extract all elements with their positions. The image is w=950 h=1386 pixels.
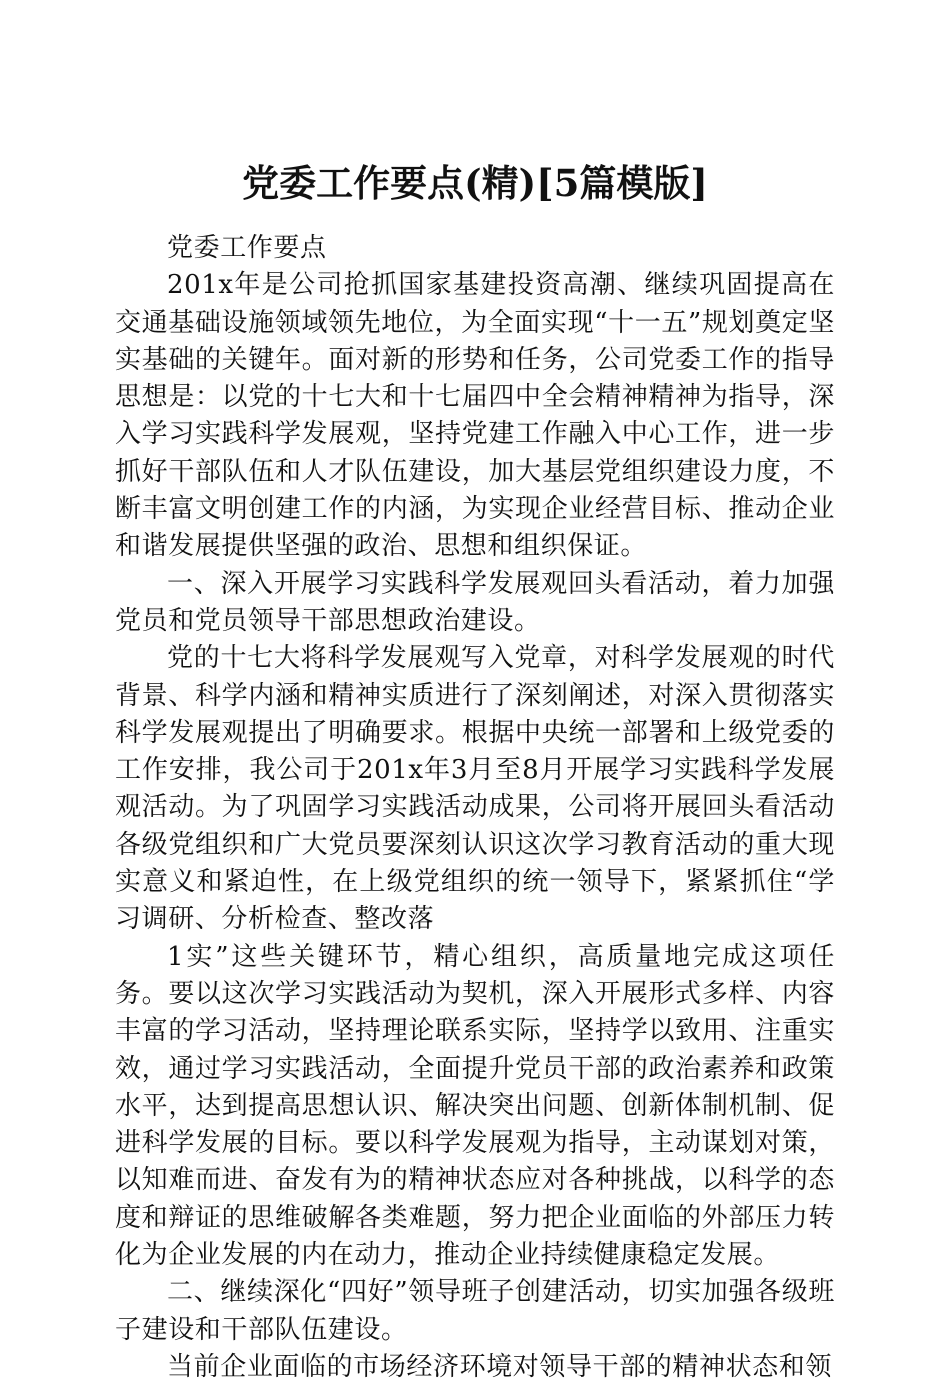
section-heading-1: 一、深入开展学习实践科学发展观回头看活动，着力加强党员和党员领导干部思想政治建设。 [115, 568, 835, 636]
paragraph-subtitle: 党委工作要点 [167, 233, 327, 263]
paragraph-intro: 201x年是公司抢抓国家基建投资高潮、继续巩固提高在交通基础设施领域领先地位，为全面实现“十一五”规划奠定坚实基础的关键年。面对新的形势和任务，公司党委工作的指导思想是：以党的十七大和十七届四中全会精神精神为指导，深入学习实践科学发展观，坚持党建工作融入中心工作，进一步抓好干部队伍和人才队伍建设，加大基层党组织建设力度，不断丰富文明创建工作的内涵，为实现企业经营目标、推动企业和谐发展提供坚强的政治、思想和组织保证。 [115, 270, 835, 562]
paragraph: 当前企业面临的市场经济环境对领导干部的精神状态和领 [167, 1351, 833, 1382]
paragraph: 1实”这些关键环节，精心组织，高质量地完成这项任务。要以这次学习实践活动为契机，深入开展形式多样、内容丰富的学习活动，坚持理论联系实际，坚持学以致用、注重实效，通过学习实践活动，全面提升党员干部的政治素养和政策水平，达到提高思想认识、解决突出问题、创新体制机制、促进科学发展的目标。要以科学发展观为指导，主动谋划对策，以知难而进、奋发有为的精神状态应对各种挑战，以科学的态度和辩证的思维破解各类难题，努力把企业面临的外部压力转化为企业发展的内在动力，推动企业持续健康稳定发展。 [115, 941, 835, 1271]
document-body [115, 230, 835, 1386]
section-heading-2: 二、继续深化“四好”领导班子创建活动，切实加强各级班子建设和干部队伍建设。 [115, 1277, 835, 1345]
document-title: 党委工作要点(精)[5篇模版] [242, 161, 708, 205]
paragraph: 党的十七大将科学发展观写入党章，对科学发展观的时代背景、科学内涵和精神实质进行了深刻阐述，对深入贯彻落实科学发展观提出了明确要求。根据中央统一部署和上级党委的工作安排，我公司于201x年3月至8月开展学习实践科学发展观活动。为了巩固学习实践活动成果，公司将开展回头看活动各级党组织和广大党员要深刻认识这次学习教育活动的重大现实意义和紧迫性，在上级党组织的统一领导下，紧紧抓住“学习调研、分析检查、整改落 [115, 643, 835, 935]
